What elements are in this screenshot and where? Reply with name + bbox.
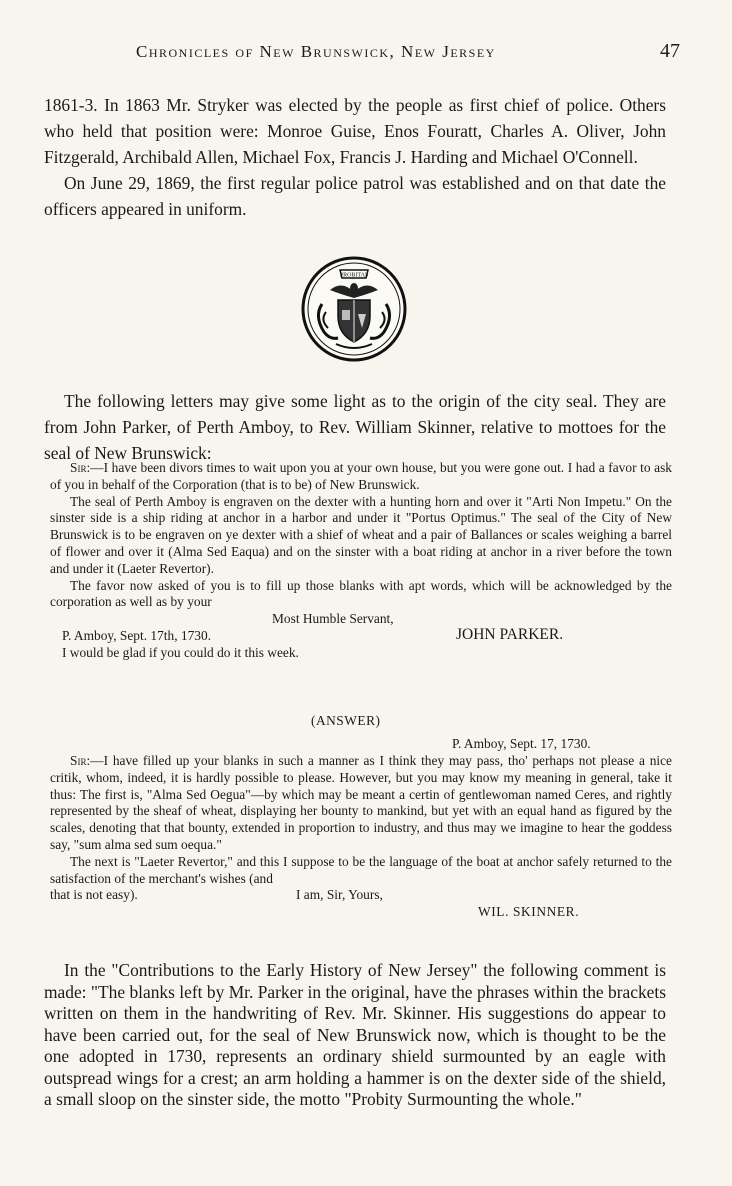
police-patrol-paragraph: On June 29, 1869, the first regular police patrol was established and on that date the officers appeared in uniform. <box>44 173 666 219</box>
skinner-place-date: P. Amboy, Sept. 17, 1730. <box>452 736 591 751</box>
parker-salutation: Sir: <box>70 460 91 475</box>
parker-signature-row <box>50 628 672 645</box>
skinner-signature: WIL. SKINNER. <box>478 904 580 920</box>
skinner-closing-row <box>50 887 672 904</box>
skinner-closing: I am, Sir, Yours, <box>296 887 383 903</box>
skinner-salutation: Sir: <box>70 753 91 768</box>
parker-postscript: I would be glad if you could do it this week. <box>62 645 299 661</box>
parker-letter-opening <box>50 460 672 494</box>
opening-paragraphs <box>44 92 666 222</box>
running-header <box>40 42 680 66</box>
seal-motto: PROBITAS <box>339 272 369 279</box>
letters-intro-paragraph: The following letters may give some light as to the origin of the city seal. They are from John Parker, of Perth Amboy, to Rev. William Skinner, relative to mottoes for the seal of New Brunswick: <box>44 391 666 463</box>
parker-p2: The seal of Perth Amboy is engraven on the dexter with a hunting horn and over it "Arti Non Impetu." On the sinster side is a ship riding at anchor in a harbor and under it "Portus Optimus." The seal of the City of New Brunswick is to be engraven on ye dexter with a shief of wheat and a pair of Ballances or scales weighing a barrel of flower and over it (Alma Sed Eaqua) and on the sinster with a boat riding at anchor in a river before the town and under it (Laeter Revertor). <box>50 493 672 576</box>
running-title: Chronicles of New Brunswick, New Jersey <box>136 42 496 61</box>
page-number: 47 <box>660 40 680 62</box>
closing-section <box>44 960 666 1111</box>
parker-place-date: P. Amboy, Sept. 17th, 1730. <box>62 628 212 644</box>
skinner-signature-row <box>50 904 672 921</box>
skinner-p1: —I have filled up your blanks in such a manner as I think they may pass, tho' perhaps not please a nice critik, whom, indeed, it is hardly possible to please. However, but you may know my meaning in general, take it thus: The first is, "Alma Sed Oegua"—by which may be meant a certin of gentlewoman named Ceres, and rightly represented by the sheaf of wheat, displaying her bounty to mankind, but yet with an equal hand as figured by the scales, denoting that that bounty, extended in proportion to industry, and thus may we imagine to hear the goddess say, "sum alma sed sum oequa." <box>50 753 672 852</box>
parker-p1: —I have been divors times to wait upon you at your own house, but you were gone out. I had a favor to ask of you in behalf of the Corporation (that is to be) of New Brunswick. <box>50 460 672 492</box>
skinner-p2: The next is "Laeter Revertor," and this I suppose to be the language of the boat at anchor safely returned to the satisfaction of the merchant's wishes (and <box>50 853 672 886</box>
letters-intro <box>44 388 666 466</box>
parker-p3: The favor now asked of you is to fill up those blanks with apt words, which will be acknowledged by the corporation as well as by your <box>50 577 672 610</box>
skinner-letter <box>50 736 672 921</box>
answer-heading-block <box>50 713 672 730</box>
police-chiefs-paragraph: 1861-3. In 1863 Mr. Stryker was elected by the people as first chief of police. Others who held that position were: Monroe Guise, Enos Fouratt, Charles A. Oliver, John Fitzgerald, Archibald Allen, Michael Fox, Francis J. Harding and Michael O'Connell. <box>44 95 666 167</box>
skinner-letter-opening <box>50 753 672 854</box>
answer-heading: (ANSWER) <box>311 713 381 728</box>
parker-closing: Most Humble Servant, <box>272 611 394 627</box>
contributions-paragraph: In the "Contributions to the Early History of New Jersey" the following comment is made: "The blanks left by Mr. Parker in the original, have the phrases within the brackets written on them in the handwriting of Rev. Mr. Skinner. His suggestions do appear to have been carried out, for the seal of New Brunswick now, which is thought to be the one adopted in 1730, represents an ordinary shield surmounted by an eagle with outspread wings for a crest; an arm holding a hammer is on the dexter side of the shield, a small sloop on the sinster side, the motto "Probity Surmounting the whole." <box>44 960 666 1109</box>
skinner-date-row <box>50 736 672 753</box>
city-seal-image <box>300 254 408 364</box>
parker-letter <box>50 460 672 662</box>
skinner-p2-end: that is not easy). <box>50 887 138 903</box>
parker-postscript-row <box>50 645 672 662</box>
parker-closing-row <box>50 611 672 628</box>
parker-signature: JOHN PARKER. <box>456 626 564 644</box>
